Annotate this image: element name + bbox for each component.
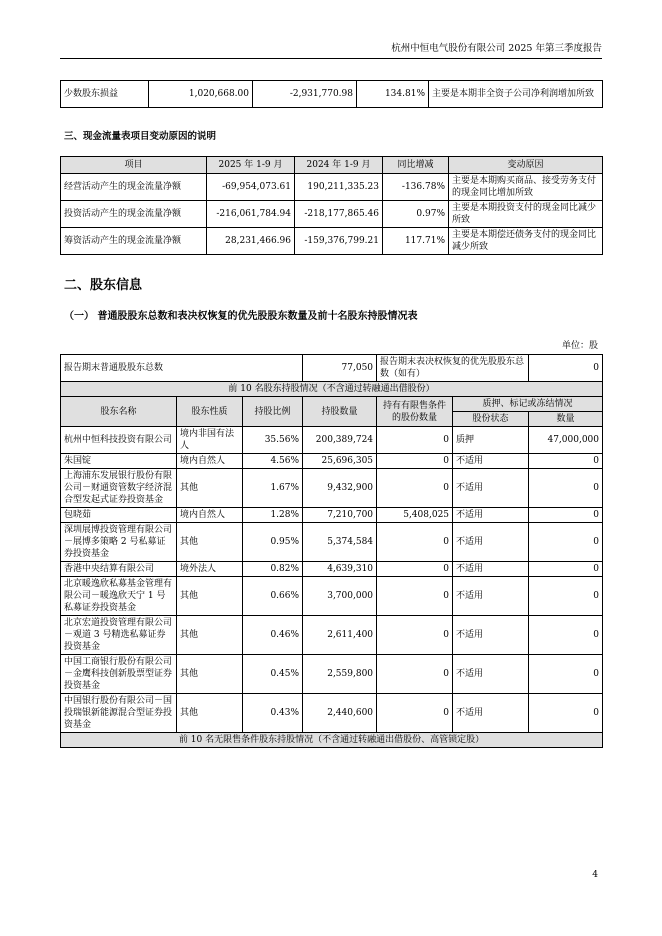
table-row [61, 508, 603, 523]
holder-name: 香港中央结算有限公司 [61, 562, 177, 577]
pledge-status: 不适用 [453, 523, 529, 562]
restricted-shares: 0 [377, 523, 453, 562]
pledge-status: 不适用 [453, 454, 529, 469]
pledge-quantity: 0 [529, 508, 603, 523]
holding-quantity: 2,440,600 [303, 694, 377, 733]
table-row [61, 228, 603, 255]
holding-ratio: 4.56% [243, 454, 303, 469]
column-header: 持有有限售条件的股份数量 [377, 397, 453, 427]
holder-name: 中国银行股份有限公司－国投瑞银新能源混合型证券投资基金 [61, 694, 177, 733]
holder-nature: 其他 [177, 469, 243, 508]
table-caption-row [61, 382, 603, 397]
previous-value: -2,931,770.98 [253, 81, 357, 108]
table-row [61, 201, 603, 228]
column-header: 变动原因 [449, 157, 603, 174]
holding-quantity: 200,389,724 [303, 427, 377, 454]
restricted-shares: 0 [377, 577, 453, 616]
pledge-quantity: 0 [529, 577, 603, 616]
holding-ratio: 1.28% [243, 508, 303, 523]
column-header: 质押、标记或冻结情况 [453, 397, 603, 412]
change-reason: 主要是本期偿还债务支付的现金同比减少所致 [449, 228, 603, 255]
holding-ratio: 0.95% [243, 523, 303, 562]
column-header: 项目 [61, 157, 207, 174]
pledge-status: 不适用 [453, 577, 529, 616]
holder-nature: 境内自然人 [177, 508, 243, 523]
column-header: 持股比例 [243, 397, 303, 427]
holder-name: 包晓茹 [61, 508, 177, 523]
holding-ratio: 0.46% [243, 616, 303, 655]
change-reason: 主要是本期购买商品、接受劳务支付的现金同比增加所致 [449, 174, 603, 201]
holding-quantity: 4,639,310 [303, 562, 377, 577]
restricted-shares: 0 [377, 469, 453, 508]
item-name: 筹资活动产生的现金流量净额 [61, 228, 207, 255]
table-row [61, 616, 603, 655]
column-header: 数量 [529, 412, 603, 427]
table-row [61, 523, 603, 562]
holder-nature: 其他 [177, 655, 243, 694]
minority-interest-table [60, 80, 603, 108]
current-value: 1,020,668.00 [149, 81, 253, 108]
cashflow-table [60, 156, 603, 255]
holding-ratio: 35.56% [243, 427, 303, 454]
holding-ratio: 0.82% [243, 562, 303, 577]
restricted-shares: 0 [377, 427, 453, 454]
restricted-shares: 5,408,025 [377, 508, 453, 523]
shareholder-section-title: 二、股东信息 [64, 278, 143, 293]
preferred-holders-value: 0 [529, 355, 603, 382]
holder-name: 中国工商银行股份有限公司－金鹰科技创新股票型证券投资基金 [61, 655, 177, 694]
table-row [61, 454, 603, 469]
change-value: 134.81% [357, 81, 429, 108]
table-row [61, 469, 603, 508]
item-name: 投资活动产生的现金流量净额 [61, 201, 207, 228]
table-row [61, 81, 603, 108]
column-header: 2025 年 1-9 月 [207, 157, 295, 174]
holding-ratio: 0.45% [243, 655, 303, 694]
holding-quantity: 7,210,700 [303, 508, 377, 523]
table-header-row [61, 397, 603, 412]
table-caption-row [61, 733, 603, 748]
column-header: 股东名称 [61, 397, 177, 427]
holding-quantity: 9,432,900 [303, 469, 377, 508]
pledge-status: 不适用 [453, 694, 529, 733]
column-header: 股份状态 [453, 412, 529, 427]
holding-quantity: 3,700,000 [303, 577, 377, 616]
holder-name: 深圳展博投资管理有限公司－展博多策略 2 号私募证券投资基金 [61, 523, 177, 562]
column-header: 股东性质 [177, 397, 243, 427]
table-row [61, 694, 603, 733]
unrestricted-title: 前 10 名无限售条件股东持股情况（不含通过转融通出借股份、高管锁定股） [61, 733, 603, 748]
shareholders-table [60, 354, 603, 748]
pledge-status: 不适用 [453, 562, 529, 577]
summary-row [61, 355, 603, 382]
holding-ratio: 1.67% [243, 469, 303, 508]
restricted-shares: 0 [377, 454, 453, 469]
pledge-quantity: 0 [529, 616, 603, 655]
shareholder-subsection-title: （一） 普通股股东总数和表决权恢复的优先股股东数量及前十名股东持股情况表 [64, 311, 418, 322]
pledge-quantity: 0 [529, 454, 603, 469]
change-reason: 主要是本期非全资子公司净利润增加所致 [429, 81, 603, 108]
holding-quantity: 5,374,584 [303, 523, 377, 562]
table-header-row [61, 157, 603, 174]
top10-title: 前 10 名股东持股情况（不含通过转融通出借股份） [61, 382, 603, 397]
change-value: 0.97% [383, 201, 449, 228]
holder-name: 朱国锭 [61, 454, 177, 469]
row-label: 少数股东损益 [61, 81, 149, 108]
column-header: 2024 年 1-9 月 [295, 157, 383, 174]
table-row [61, 427, 603, 454]
preferred-holders-label: 报告期末表决权恢复的优先股股东总数（如有） [377, 355, 529, 382]
table-row [61, 577, 603, 616]
holder-name: 杭州中恒科技投资有限公司 [61, 427, 177, 454]
previous-value: 190,211,335.23 [295, 174, 383, 201]
current-value: -216,061,784.94 [207, 201, 295, 228]
table-row [61, 655, 603, 694]
current-value: -69,954,073.61 [207, 174, 295, 201]
total-holders-value: 77,050 [303, 355, 377, 382]
restricted-shares: 0 [377, 616, 453, 655]
pledge-status: 质押 [453, 427, 529, 454]
column-header: 同比增减 [383, 157, 449, 174]
previous-value: -218,177,865.46 [295, 201, 383, 228]
page-number: 4 [592, 870, 598, 880]
previous-value: -159,376,799.21 [295, 228, 383, 255]
holder-name: 北京暖逸欣私募基金管理有限公司－暖逸欣天宁 1 号私募证券投资基金 [61, 577, 177, 616]
holder-nature: 境内自然人 [177, 454, 243, 469]
cashflow-section-title: 三、现金流量表项目变动原因的说明 [64, 131, 217, 142]
unit-label: 单位：股 [561, 341, 598, 351]
holder-name: 上海浦东发展银行股份有限公司－财通资管数字经济混合型发起式证券投资基金 [61, 469, 177, 508]
pledge-status: 不适用 [453, 508, 529, 523]
holder-nature: 其他 [177, 577, 243, 616]
holding-quantity: 2,559,800 [303, 655, 377, 694]
restricted-shares: 0 [377, 562, 453, 577]
pledge-quantity: 0 [529, 655, 603, 694]
pledge-quantity: 47,000,000 [529, 427, 603, 454]
current-value: 28,231,466.96 [207, 228, 295, 255]
change-value: -136.78% [383, 174, 449, 201]
holder-nature: 其他 [177, 616, 243, 655]
table-row [61, 562, 603, 577]
holder-nature: 境内非国有法人 [177, 427, 243, 454]
pledge-quantity: 0 [529, 523, 603, 562]
page-header: 杭州中恒电气股份有限公司 2025 年第三季度报告 [60, 40, 602, 59]
holding-quantity: 2,611,400 [303, 616, 377, 655]
change-reason: 主要是本期投资支付的现金同比减少所致 [449, 201, 603, 228]
pledge-status: 不适用 [453, 469, 529, 508]
restricted-shares: 0 [377, 694, 453, 733]
total-holders-label: 报告期末普通股股东总数 [61, 355, 303, 382]
holder-name: 北京宏道投资管理有限公司－观道 3 号精选私募证券投资基金 [61, 616, 177, 655]
holder-nature: 其他 [177, 523, 243, 562]
pledge-quantity: 0 [529, 469, 603, 508]
holding-ratio: 0.43% [243, 694, 303, 733]
holding-ratio: 0.66% [243, 577, 303, 616]
holder-nature: 其他 [177, 694, 243, 733]
holding-quantity: 25,696,305 [303, 454, 377, 469]
restricted-shares: 0 [377, 655, 453, 694]
pledge-status: 不适用 [453, 616, 529, 655]
pledge-quantity: 0 [529, 694, 603, 733]
item-name: 经营活动产生的现金流量净额 [61, 174, 207, 201]
holder-nature: 境外法人 [177, 562, 243, 577]
change-value: 117.71% [383, 228, 449, 255]
column-header: 持股数量 [303, 397, 377, 427]
pledge-quantity: 0 [529, 562, 603, 577]
table-row [61, 174, 603, 201]
pledge-status: 不适用 [453, 655, 529, 694]
